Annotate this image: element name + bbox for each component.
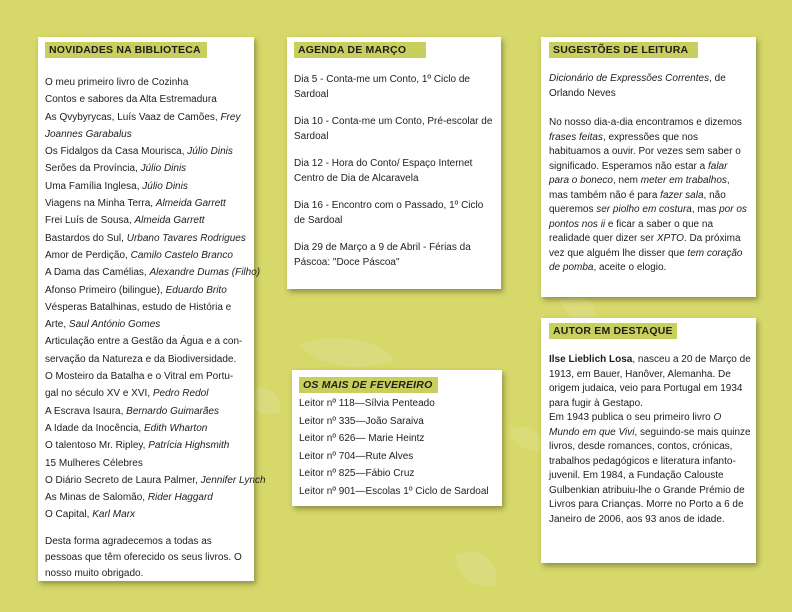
book-title: Amor de Perdição, (45, 249, 131, 261)
book-entry (45, 299, 254, 316)
sug-text-3: , nem (612, 175, 641, 186)
novidades-closing: Desta forma agradecemos a todas as pessoas que têm oferecido os seus livros. O nosso muito obrigado. (45, 535, 242, 579)
reader-entry: Leitor nº 825—Fábio Cruz (299, 468, 415, 480)
reader-entry: Leitor nº 901—Escolas 1º Ciclo de Sardoal (299, 485, 489, 497)
book-title: Uma Família Inglesa, (45, 180, 143, 192)
book-author: Alexandre Dumas (Filho) (149, 267, 261, 279)
mais-list (299, 395, 502, 501)
book-author: Karl Marx (92, 509, 136, 521)
book-entry (45, 368, 254, 385)
book-entry (45, 282, 254, 299)
agenda-card (287, 37, 501, 289)
book-author: Edith Wharton (143, 422, 208, 434)
agenda-event: Dia 12 - Hora do Conto/ Espaço Internet Centro de Dia de Alcaravela (294, 158, 473, 184)
sug-italic-7: XPTO (656, 233, 684, 244)
book-entry (45, 195, 254, 212)
sug-italic-6: por os pontos nos ii (549, 204, 747, 230)
book-entry (45, 333, 254, 350)
sug-text-5: , não queremos (549, 189, 726, 215)
reader-entry: Leitor nº 704—Rute Alves (299, 450, 414, 462)
agenda-event: Dia 5 - Conta-me um Conto, 1º Ciclo de Sardoal (294, 74, 470, 100)
book-title: 15 Mulheres Célebres (45, 457, 143, 469)
book-title: O talentoso Mr. Ripley, (45, 440, 149, 452)
sug-text-7: e ficar a saber o que na realidade quer dizer ser (549, 218, 714, 244)
book-author: Bernardo Guimarães (126, 405, 219, 417)
sug-italic-3: meter em trabalhos (640, 175, 727, 186)
reader-entry: Leitor nº 335—João Saraiva (299, 415, 424, 427)
sug-italic-5: ser piolho em costura (596, 204, 692, 215)
book-title: Bastardos do Sul, (45, 232, 127, 244)
book-title: servação da Natureza e da Biodiversidade. (45, 353, 237, 365)
book-entry (45, 247, 254, 264)
book-title: Vésperas Batalhinas, estudo de História e (45, 301, 232, 313)
agenda-event: Dia 10 - Conta-me um Conto, Pré-escolar de Sardoal (294, 116, 493, 142)
book-author: Urbano Tavares Rodrigues (126, 232, 246, 244)
book-entry (45, 91, 254, 108)
sug-text-6: , mas (691, 204, 720, 215)
book-entry (45, 230, 254, 247)
book-title: Frei Luís de Sousa, (45, 215, 135, 227)
book-author: Júlio Dinis (187, 146, 233, 158)
book-entry (45, 126, 254, 143)
autor-text (549, 353, 751, 527)
book-title: A Dama das Camélias, (45, 267, 150, 279)
book-entry (45, 109, 254, 126)
sugestoes-card (541, 37, 756, 297)
book-title: Contos e sabores da Alta Estremadura (45, 94, 217, 106)
book-title: Serões da Província, (45, 163, 141, 175)
book-entry (45, 385, 254, 402)
agenda-list (294, 73, 494, 270)
book-author: Camilo Castelo Branco (130, 249, 233, 261)
sug-italic-2: falar para o boneco (549, 160, 728, 186)
agenda-title: AGENDA DE MARÇO (294, 42, 426, 58)
agenda-event: Dia 29 de Março a 9 de Abril - Férias da Páscoa: "Doce Páscoa" (294, 242, 471, 268)
sug-text-9: , aceite o elogio. (593, 262, 667, 273)
sugestoes-title: SUGESTÕES DE LEITURA (549, 42, 698, 58)
sug-text-2: , expressões que nos habituamos a ouvir. Por vezes sem saber o significado. Esperamos não estar a (549, 131, 741, 172)
book-title: As Qvybyrycas, Luís Vaaz de Camões, (45, 111, 221, 123)
book-entry (45, 264, 261, 281)
autor-text-1: , nasceu a 20 de Março de 1913, em Bauer, Hanôver, Alemanha. De origem judaica, veio para Portugal em 1934 para fugir à Gestapo. (549, 354, 751, 409)
sugestoes-text (549, 116, 749, 276)
book-entry (45, 437, 254, 454)
book-author: Rider Haggard (147, 492, 213, 504)
book-entry (45, 403, 254, 420)
autor-name: Ilse Lieblich Losa (549, 354, 633, 365)
book-author: Frey (220, 111, 241, 123)
autor-text-3: , seguindo-se mais quinze livros, desde romances, contos, crónicas, trabalhos pedagógicos e literatura infanto-juvenil. Em 1984, a Fundação Calouste Gulbenkian atribuiu-lhe o Grande Prémio de Livros para Crianças. Morre no Porto a 6 de Janeiro de 2006, aos 93 anos de idade. (549, 426, 751, 525)
book-author: Júlio Dinis (142, 180, 188, 192)
sug-text-8: . Da próxima vez que alguém lhe disser que (549, 233, 741, 259)
book-entry (45, 489, 254, 506)
book-entry (45, 420, 254, 437)
sug-text-1: No nosso dia-a-dia encontramos e dizemos (549, 117, 742, 128)
agenda-event: Dia 16 - Encontro com o Passado, 1º Ciclo de Sardoal (294, 200, 484, 226)
book-entry (45, 74, 254, 91)
book-author: Almeida Garrett (155, 198, 226, 210)
book-title: O Capital, (45, 509, 93, 521)
book-author: Júlio Dinis (140, 163, 187, 175)
autor-book-title: O Mundo em que Vivi (549, 412, 722, 438)
novidades-title: NOVIDADES NA BIBLIOTECA (45, 42, 207, 58)
sug-text-4: , mas também não é para (549, 175, 730, 201)
book-author: Jennifer Lynch (200, 474, 266, 486)
book-author: Patrícia Highsmith (148, 440, 230, 452)
book-title: Os Fidalgos da Casa Mourisca, (45, 146, 188, 158)
book-title: O Diário Secreto de Laura Palmer, (45, 474, 201, 486)
book-title: Afonso Primeiro (bilingue), (45, 284, 166, 296)
book-entry (45, 506, 254, 523)
book-author: Eduardo Brito (165, 284, 227, 296)
book-entry (45, 160, 254, 177)
book-title: A Escrava Isaura, (45, 405, 127, 417)
autor-title: AUTOR EM DESTAQUE (549, 323, 677, 339)
book-entry (45, 455, 254, 472)
book-entry (45, 212, 254, 229)
novidades-card (38, 37, 266, 581)
book-title: gal no século XV e XVI, (45, 388, 153, 400)
autor-card (541, 318, 756, 563)
book-title: A Idade da Inocência, (45, 422, 144, 434)
book-title: Viagens na Minha Terra, (45, 198, 156, 210)
book-entry (45, 178, 254, 195)
reader-entry: Leitor nº 118—Sílvia Penteado (299, 398, 435, 409)
book-title: O Mosteiro da Batalha e o Vitral em Portu- (45, 371, 234, 383)
book-author: Saul António Gomes (68, 319, 161, 331)
novidades-list (45, 74, 266, 524)
book-entry (45, 316, 254, 333)
book-entry (45, 472, 266, 489)
book-entry (45, 351, 254, 368)
book-author: Joannes Garabalus (45, 128, 132, 140)
mais-card (292, 370, 502, 506)
book-entry (45, 143, 254, 160)
book-title: Dicionário de Expressões Correntes (549, 73, 710, 84)
autor-text-2: Em 1943 publica o seu primeiro livro (549, 412, 714, 423)
book-title: Arte, (45, 319, 69, 331)
reader-entry: Leitor nº 626— Marie Heintz (299, 433, 425, 445)
sug-italic-8: tem coração de pomba (549, 247, 743, 273)
book-title: O meu primeiro livro de Cozinha (45, 77, 189, 88)
book-title: Articulação entre a Gestão da Água e a con- (45, 336, 243, 348)
book-author: Almeida Garrett (134, 215, 205, 227)
sug-italic-4: fazer sala (660, 189, 704, 201)
sugestoes-book (549, 72, 749, 101)
mais-title: OS MAIS DE FEVEREIRO (299, 377, 438, 393)
book-author: Pedro Redol (152, 388, 209, 400)
book-author: , de Orlando Neves (549, 73, 726, 99)
sug-italic-1: frases feitas (549, 131, 603, 143)
book-title: As Minas de Salomão, (45, 492, 148, 504)
